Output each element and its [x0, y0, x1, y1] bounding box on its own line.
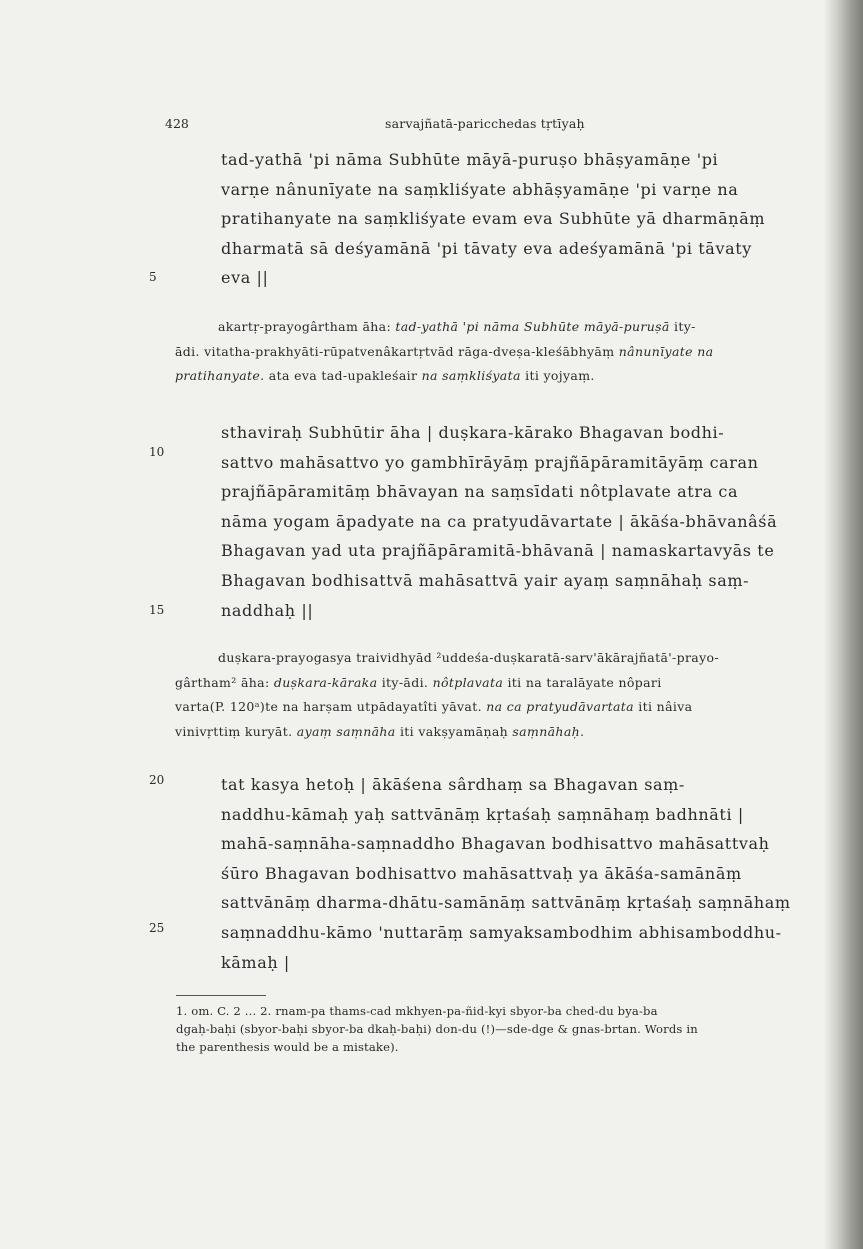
line-number: 15 — [149, 603, 165, 617]
quoted-term: pratihanyate. — [175, 368, 265, 383]
text-line: sattvānāṃ dharma-dhātu-samānāṃ sattvānāṃ kṛtaśaḥ saṃnāhaṃ — [221, 893, 791, 913]
commentary-line: varta(P. 120ᵃ)te na harṣam utpādayatîti yāvat. na ca pratyudāvartata iti nâiva — [175, 699, 693, 714]
commentary-line: duṣkara-prayogasya traividhyād ²uddeśa-duṣkaratā-sarv'ākārajñatā'-prayo- — [218, 650, 719, 665]
quoted-term: duṣkara-kāraka — [273, 674, 378, 690]
commentary-1 — [175, 315, 785, 389]
commentary-line: akartṛ-prayogârtham āha: tad-yathā 'pi nāma Subhūte māyā-puruṣā ity- — [218, 319, 696, 334]
text-line: Bhagavan bodhisattvā mahāsattvā yair ayaṃ saṃnāhaḥ saṃ- — [221, 570, 750, 590]
commentary-line: vinivṛttiṃ kuryāt. ayaṃ saṃnāha iti vakṣyamāṇaḥ saṃnāhaḥ. — [175, 723, 585, 739]
quoted-term: nôtplavata — [432, 674, 504, 690]
text-line: pratihanyate na saṃkliśyate evam eva Subhūte yā dharmāṇāṃ — [221, 209, 766, 229]
text-line: sthaviraḥ Subhūtir āha | duṣkara-kārako Bhagavan bodhi- — [221, 423, 725, 442]
footnote-rule — [176, 995, 266, 996]
quoted-term: na saṃkliśyata — [421, 368, 521, 383]
footnote-line: the parenthesis would be a mistake). — [176, 1040, 399, 1054]
text-line: kāmaḥ | — [221, 952, 290, 972]
text-line: varṇe nânunīyate na saṃkliśyate abhāṣyamāṇe 'pi varṇe na — [221, 179, 739, 199]
running-title: sarvajñatā-paricchedas tṛtīyaḥ — [385, 116, 585, 131]
text-line: dharmatā sā deśyamānā 'pi tāvaty eva adeśyamānā 'pi tāvaty — [221, 238, 752, 258]
quoted-term: tad-yathā 'pi nāma Subhūte māyā-puruṣā — [395, 319, 670, 334]
text-line: prajñāpāramitāṃ bhāvayan na saṃsīdati nôtplavate atra ca — [221, 482, 739, 502]
sutra-passage-2 — [221, 418, 786, 625]
text-line: mahā-saṃnāha-saṃnaddho Bhagavan bodhisattvo mahāsattvaḥ — [221, 834, 770, 854]
quoted-term: nânunīyate na — [618, 343, 714, 359]
page-number: 428 — [165, 116, 189, 131]
commentary-line: pratihanyate. ata eva tad-upakleśair na saṃkliśyata iti yojyaṃ. — [175, 368, 595, 383]
text-line: sattvo mahāsattvo yo gambhīrāyāṃ prajñāpāramitāyāṃ caran — [221, 452, 759, 472]
quoted-term: saṃnāhaḥ. — [512, 723, 585, 739]
line-number: 10 — [149, 445, 165, 459]
sutra-passage-3 — [221, 770, 791, 977]
commentary-line: ādi. vitatha-prakhyāti-rūpatvenâkartṛtvād rāga-dveṣa-kleśābhyāṃ nânunīyate na — [175, 343, 714, 359]
line-number: 25 — [149, 921, 165, 935]
quoted-term: ayaṃ saṃnāha — [296, 723, 396, 739]
text-line: nāma yogam āpadyate na ca pratyudāvartate | ākāśa-bhāvanâśā — [221, 511, 778, 531]
footnotes — [176, 1002, 788, 1056]
text-line: eva || — [221, 268, 269, 288]
commentary-line: gârtham² āha: duṣkara-kāraka ity-ādi. nôtplavata iti na taralāyate nôpari — [175, 674, 662, 690]
binding-shadow — [823, 0, 863, 1249]
text-line: tat kasya hetoḥ | ākāśena sârdhaṃ sa Bhagavan saṃ- — [221, 775, 685, 794]
text-line: naddhu-kāmaḥ yaḥ sattvānāṃ kṛtaśaḥ saṃnāhaṃ badhnāti | — [221, 804, 744, 824]
footnote-line: dgaḥ-baḥi (sbyor-baḥi sbyor-ba dkaḥ-baḥi) don-du (!)—sde-dge & gnas-brtan. Words in — [176, 1022, 698, 1036]
quoted-term: na ca pratyudāvartata — [486, 699, 634, 714]
line-number: 5 — [149, 270, 157, 284]
text-line: naddhaḥ || — [221, 600, 314, 620]
text-line: Bhagavan yad uta prajñāpāramitā-bhāvanā | namaskartavyās te — [221, 541, 775, 561]
line-number: 20 — [149, 773, 165, 787]
text-line: śūro Bhagavan bodhisattvo mahāsattvaḥ ya ākāśa-samānāṃ — [221, 863, 742, 883]
text-line: tad-yathā 'pi nāma Subhūte māyā-puruṣo bhāṣyamāṇe 'pi — [221, 150, 719, 169]
text-line: saṃnaddhu-kāmo 'nuttarāṃ samyaksambodhim abhisamboddhu- — [221, 922, 782, 942]
footnote-line: 1. om. C. 2 ... 2. rnam-pa thams-cad mkhyen-pa-ñid-kyi sbyor-ba ched-du bya-ba — [176, 1004, 658, 1018]
sutra-passage-1 — [221, 145, 786, 293]
commentary-2 — [175, 646, 785, 744]
